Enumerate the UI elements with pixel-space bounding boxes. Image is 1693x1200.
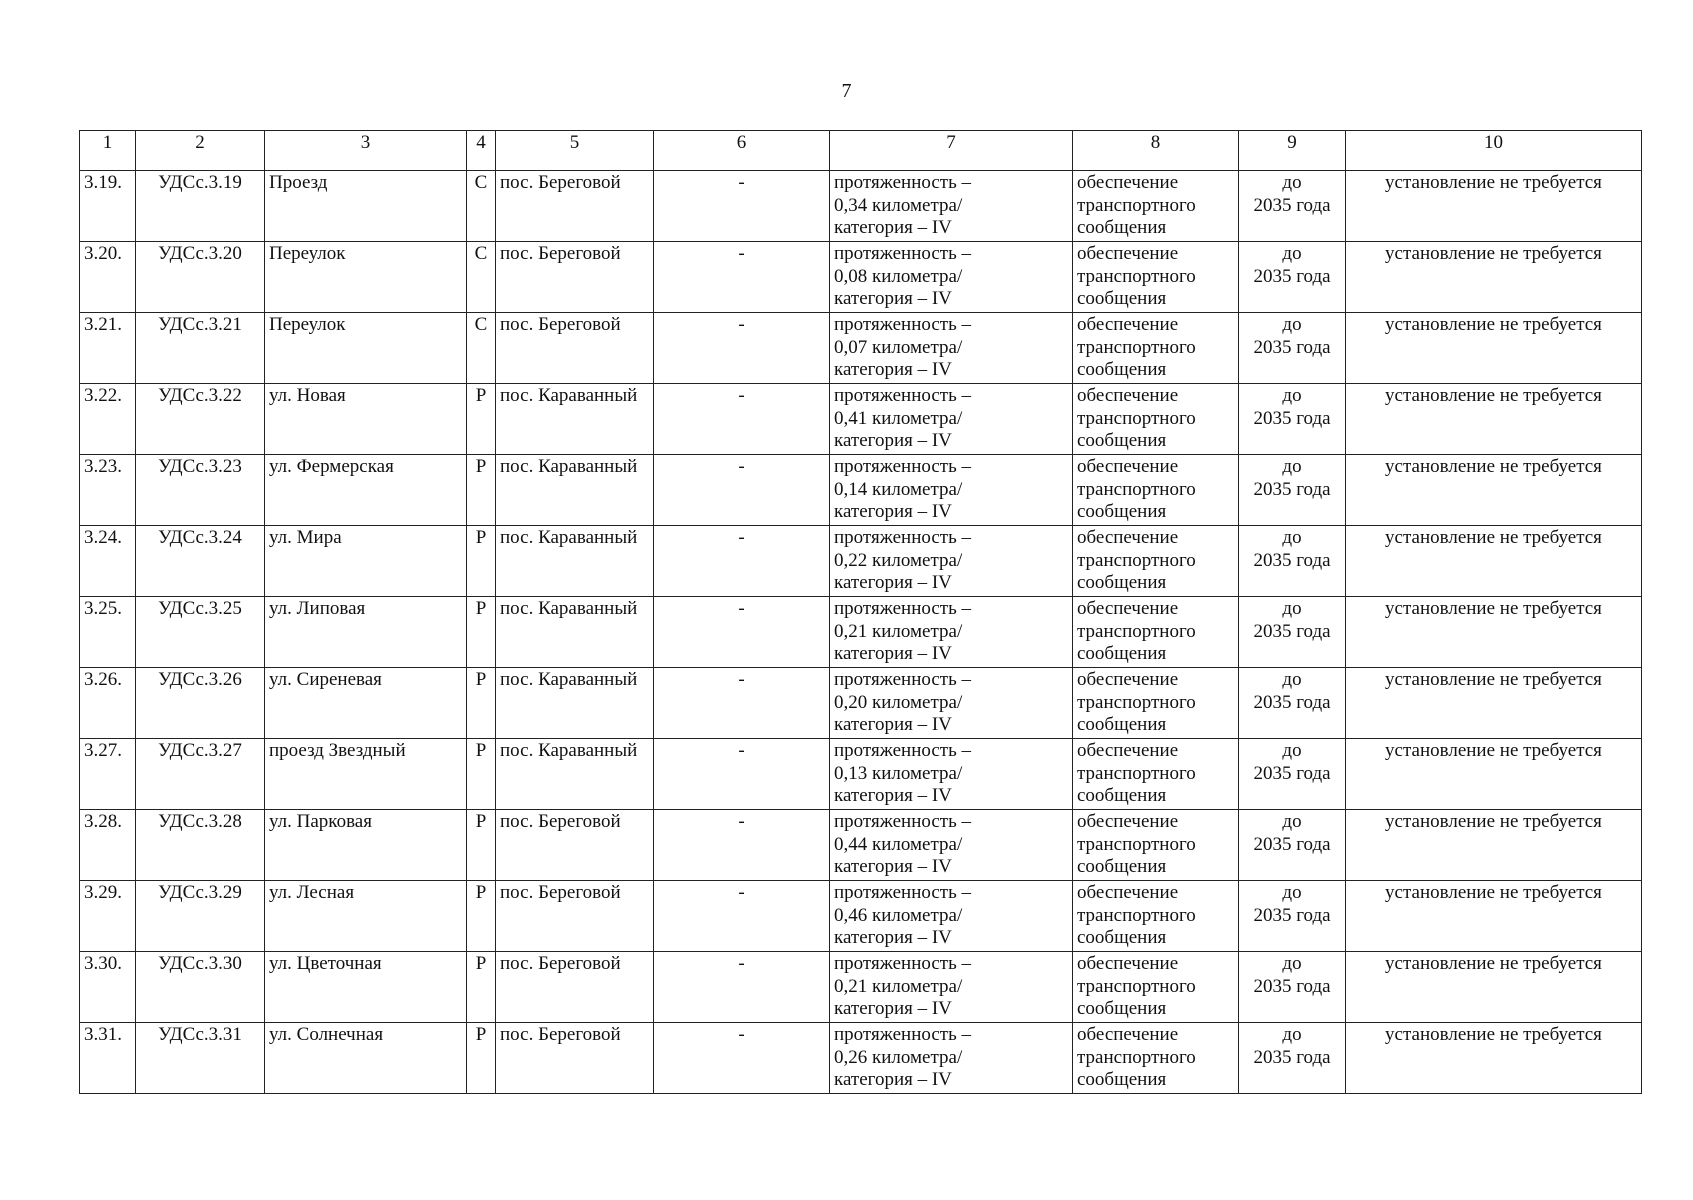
protection-zone: установление не требуется <box>1346 171 1642 242</box>
location: пос. Береговой <box>496 810 654 881</box>
empty-value: - <box>654 597 830 668</box>
row-number: 3.24. <box>80 526 136 597</box>
object-name: ул. Липовая <box>265 597 467 668</box>
deadline-line: 2035 года <box>1253 549 1331 571</box>
deadline <box>1239 810 1346 881</box>
deadline-line: 2035 года <box>1253 975 1331 997</box>
purpose <box>1073 668 1239 739</box>
table-row <box>80 384 1642 455</box>
parameters-line: категория – IV <box>834 1069 952 1090</box>
parameters-line: 0,14 километра/ <box>834 478 963 500</box>
parameters-line: протяженность – <box>834 953 971 974</box>
purpose-line: транспортного <box>1077 691 1196 713</box>
object-name: ул. Мира <box>265 526 467 597</box>
purpose-line: сообщения <box>1077 714 1167 735</box>
deadline <box>1239 384 1346 455</box>
row-number: 3.28. <box>80 810 136 881</box>
header-cell: 6 <box>654 131 830 171</box>
deadline-line: до <box>1282 527 1302 548</box>
table-row <box>80 171 1642 242</box>
purpose <box>1073 597 1239 668</box>
purpose-line: транспортного <box>1077 904 1196 926</box>
deadline-line: 2035 года <box>1253 620 1331 642</box>
purpose-line: сообщения <box>1077 501 1167 522</box>
parameters-line: категория – IV <box>834 359 952 380</box>
location: пос. Караванный <box>496 739 654 810</box>
location: пос. Береговой <box>496 242 654 313</box>
deadline-line: 2035 года <box>1253 833 1331 855</box>
parameters-line: 0,07 километра/ <box>834 336 963 358</box>
purpose-line: обеспечение <box>1077 740 1179 761</box>
empty-value: - <box>654 384 830 455</box>
deadline-line: 2035 года <box>1253 762 1331 784</box>
deadline-line: до <box>1282 669 1302 690</box>
parameters <box>830 668 1073 739</box>
purpose <box>1073 952 1239 1023</box>
purpose <box>1073 384 1239 455</box>
parameters <box>830 952 1073 1023</box>
protection-zone: установление не требуется <box>1346 810 1642 881</box>
purpose-line: обеспечение <box>1077 243 1179 264</box>
object-status: Р <box>467 597 496 668</box>
purpose-line: сообщения <box>1077 217 1167 238</box>
object-name: ул. Парковая <box>265 810 467 881</box>
purpose <box>1073 313 1239 384</box>
parameters-line: протяженность – <box>834 314 971 335</box>
parameters-line: категория – IV <box>834 785 952 806</box>
empty-value: - <box>654 881 830 952</box>
protection-zone: установление не требуется <box>1346 668 1642 739</box>
purpose-line: транспортного <box>1077 975 1196 997</box>
row-number: 3.30. <box>80 952 136 1023</box>
table-row <box>80 952 1642 1023</box>
header-cell: 2 <box>136 131 265 171</box>
protection-zone: установление не требуется <box>1346 739 1642 810</box>
object-code: УДСс.3.22 <box>136 384 265 455</box>
deadline-line: 2035 года <box>1253 194 1331 216</box>
parameters <box>830 242 1073 313</box>
deadline <box>1239 242 1346 313</box>
purpose-line: обеспечение <box>1077 385 1179 406</box>
table-row <box>80 526 1642 597</box>
deadline <box>1239 455 1346 526</box>
purpose-line: транспортного <box>1077 478 1196 500</box>
object-status: С <box>467 242 496 313</box>
object-code: УДСс.3.30 <box>136 952 265 1023</box>
row-number: 3.31. <box>80 1023 136 1094</box>
purpose-line: транспортного <box>1077 194 1196 216</box>
table-row <box>80 739 1642 810</box>
deadline-line: до <box>1282 740 1302 761</box>
location: пос. Караванный <box>496 455 654 526</box>
deadline-line: до <box>1282 314 1302 335</box>
object-name: ул. Новая <box>265 384 467 455</box>
purpose <box>1073 739 1239 810</box>
parameters-line: протяженность – <box>834 882 971 903</box>
object-status: Р <box>467 810 496 881</box>
empty-value: - <box>654 952 830 1023</box>
purpose-line: сообщения <box>1077 1069 1167 1090</box>
parameters-line: 0,13 километра/ <box>834 762 963 784</box>
parameters-line: 0,34 километра/ <box>834 194 963 216</box>
header-cell: 4 <box>467 131 496 171</box>
deadline <box>1239 739 1346 810</box>
deadline-line: до <box>1282 1024 1302 1045</box>
parameters-line: категория – IV <box>834 927 952 948</box>
object-status: Р <box>467 739 496 810</box>
object-status: Р <box>467 952 496 1023</box>
deadline <box>1239 313 1346 384</box>
parameters-line: 0,21 километра/ <box>834 620 963 642</box>
object-name: проезд Звездный <box>265 739 467 810</box>
purpose-line: обеспечение <box>1077 882 1179 903</box>
header-cell: 9 <box>1239 131 1346 171</box>
protection-zone: установление не требуется <box>1346 526 1642 597</box>
purpose-line: обеспечение <box>1077 669 1179 690</box>
purpose-line: транспортного <box>1077 620 1196 642</box>
purpose-line: транспортного <box>1077 1046 1196 1068</box>
parameters-line: 0,21 километра/ <box>834 975 963 997</box>
parameters-line: протяженность – <box>834 598 971 619</box>
parameters <box>830 597 1073 668</box>
parameters-line: 0,46 километра/ <box>834 904 963 926</box>
protection-zone: установление не требуется <box>1346 384 1642 455</box>
deadline <box>1239 171 1346 242</box>
header-cell: 8 <box>1073 131 1239 171</box>
table-row <box>80 1023 1642 1094</box>
table-row <box>80 881 1642 952</box>
parameters-line: протяженность – <box>834 172 971 193</box>
header-row <box>80 131 1642 171</box>
purpose <box>1073 455 1239 526</box>
parameters <box>830 455 1073 526</box>
parameters-line: категория – IV <box>834 217 952 238</box>
purpose-line: обеспечение <box>1077 953 1179 974</box>
purpose-line: обеспечение <box>1077 811 1179 832</box>
purpose-line: сообщения <box>1077 856 1167 877</box>
parameters-line: протяженность – <box>834 669 971 690</box>
row-number: 3.26. <box>80 668 136 739</box>
parameters-line: 0,22 километра/ <box>834 549 963 571</box>
deadline <box>1239 597 1346 668</box>
parameters-line: категория – IV <box>834 501 952 522</box>
object-code: УДСс.3.19 <box>136 171 265 242</box>
purpose-line: сообщения <box>1077 998 1167 1019</box>
object-name: ул. Лесная <box>265 881 467 952</box>
object-name: Переулок <box>265 242 467 313</box>
purpose-line: сообщения <box>1077 643 1167 664</box>
table-body <box>80 171 1642 1094</box>
object-name: ул. Цветочная <box>265 952 467 1023</box>
object-code: УДСс.3.21 <box>136 313 265 384</box>
purpose-line: сообщения <box>1077 572 1167 593</box>
purpose-line: сообщения <box>1077 927 1167 948</box>
header-cell: 7 <box>830 131 1073 171</box>
header-cell: 1 <box>80 131 136 171</box>
object-status: Р <box>467 668 496 739</box>
protection-zone: установление не требуется <box>1346 1023 1642 1094</box>
parameters-line: протяженность – <box>834 456 971 477</box>
empty-value: - <box>654 739 830 810</box>
empty-value: - <box>654 1023 830 1094</box>
object-code: УДСс.3.24 <box>136 526 265 597</box>
object-code: УДСс.3.25 <box>136 597 265 668</box>
location: пос. Караванный <box>496 668 654 739</box>
empty-value: - <box>654 455 830 526</box>
object-status: Р <box>467 881 496 952</box>
deadline <box>1239 1023 1346 1094</box>
object-name: ул. Сиреневая <box>265 668 467 739</box>
purpose-line: сообщения <box>1077 430 1167 451</box>
deadline <box>1239 668 1346 739</box>
protection-zone: установление не требуется <box>1346 242 1642 313</box>
purpose-line: сообщения <box>1077 359 1167 380</box>
parameters-line: категория – IV <box>834 288 952 309</box>
location: пос. Береговой <box>496 881 654 952</box>
parameters-line: категория – IV <box>834 714 952 735</box>
parameters-line: протяженность – <box>834 740 971 761</box>
deadline-line: 2035 года <box>1253 904 1331 926</box>
parameters-line: 0,26 километра/ <box>834 1046 963 1068</box>
purpose-line: транспортного <box>1077 265 1196 287</box>
deadline-line: до <box>1282 882 1302 903</box>
parameters-line: категория – IV <box>834 856 952 877</box>
object-code: УДСс.3.26 <box>136 668 265 739</box>
purpose <box>1073 171 1239 242</box>
deadline-line: 2035 года <box>1253 478 1331 500</box>
purpose <box>1073 881 1239 952</box>
protection-zone: установление не требуется <box>1346 597 1642 668</box>
location: пос. Караванный <box>496 526 654 597</box>
parameters-line: протяженность – <box>834 1024 971 1045</box>
parameters <box>830 739 1073 810</box>
location: пос. Береговой <box>496 1023 654 1094</box>
location: пос. Караванный <box>496 384 654 455</box>
table-row <box>80 242 1642 313</box>
row-number: 3.27. <box>80 739 136 810</box>
deadline-line: 2035 года <box>1253 265 1331 287</box>
object-code: УДСс.3.29 <box>136 881 265 952</box>
header-cell: 10 <box>1346 131 1642 171</box>
empty-value: - <box>654 242 830 313</box>
row-number: 3.22. <box>80 384 136 455</box>
empty-value: - <box>654 171 830 242</box>
parameters <box>830 881 1073 952</box>
deadline-line: до <box>1282 243 1302 264</box>
parameters-line: категория – IV <box>834 643 952 664</box>
table-row <box>80 810 1642 881</box>
empty-value: - <box>654 313 830 384</box>
object-status: С <box>467 171 496 242</box>
location: пос. Караванный <box>496 597 654 668</box>
deadline <box>1239 526 1346 597</box>
parameters-line: 0,20 километра/ <box>834 691 963 713</box>
parameters-line: протяженность – <box>834 385 971 406</box>
row-number: 3.25. <box>80 597 136 668</box>
object-code: УДСс.3.31 <box>136 1023 265 1094</box>
protection-zone: установление не требуется <box>1346 455 1642 526</box>
table-row <box>80 455 1642 526</box>
purpose-line: обеспечение <box>1077 172 1179 193</box>
deadline-line: до <box>1282 385 1302 406</box>
deadline <box>1239 881 1346 952</box>
table-row <box>80 313 1642 384</box>
purpose-line: транспортного <box>1077 407 1196 429</box>
location: пос. Береговой <box>496 313 654 384</box>
object-name: Проезд <box>265 171 467 242</box>
location: пос. Береговой <box>496 952 654 1023</box>
object-status: Р <box>467 455 496 526</box>
parameters-line: 0,41 километра/ <box>834 407 963 429</box>
purpose-line: обеспечение <box>1077 456 1179 477</box>
object-code: УДСс.3.28 <box>136 810 265 881</box>
empty-value: - <box>654 668 830 739</box>
object-name: ул. Фермерская <box>265 455 467 526</box>
parameters-line: протяженность – <box>834 243 971 264</box>
object-status: Р <box>467 526 496 597</box>
protection-zone: установление не требуется <box>1346 313 1642 384</box>
parameters-line: протяженность – <box>834 527 971 548</box>
parameters <box>830 526 1073 597</box>
parameters <box>830 1023 1073 1094</box>
table-row <box>80 668 1642 739</box>
row-number: 3.23. <box>80 455 136 526</box>
deadline <box>1239 952 1346 1023</box>
deadline-line: до <box>1282 456 1302 477</box>
object-status: С <box>467 313 496 384</box>
parameters <box>830 810 1073 881</box>
deadline-line: до <box>1282 172 1302 193</box>
purpose-line: транспортного <box>1077 833 1196 855</box>
empty-value: - <box>654 526 830 597</box>
location: пос. Береговой <box>496 171 654 242</box>
empty-value: - <box>654 810 830 881</box>
parameters-line: 0,08 километра/ <box>834 265 963 287</box>
table-row <box>80 597 1642 668</box>
purpose-line: транспортного <box>1077 336 1196 358</box>
deadline-line: до <box>1282 953 1302 974</box>
header-cell: 3 <box>265 131 467 171</box>
header-cell: 5 <box>496 131 654 171</box>
row-number: 3.19. <box>80 171 136 242</box>
parameters-line: протяженность – <box>834 811 971 832</box>
road-objects-table <box>79 130 1642 1094</box>
parameters-line: категория – IV <box>834 572 952 593</box>
parameters <box>830 384 1073 455</box>
object-name: ул. Солнечная <box>265 1023 467 1094</box>
purpose-line: сообщения <box>1077 785 1167 806</box>
row-number: 3.29. <box>80 881 136 952</box>
purpose-line: сообщения <box>1077 288 1167 309</box>
deadline-line: до <box>1282 598 1302 619</box>
purpose-line: обеспечение <box>1077 1024 1179 1045</box>
deadline-line: 2035 года <box>1253 336 1331 358</box>
deadline-line: до <box>1282 811 1302 832</box>
protection-zone: установление не требуется <box>1346 952 1642 1023</box>
parameters-line: категория – IV <box>834 998 952 1019</box>
deadline-line: 2035 года <box>1253 691 1331 713</box>
purpose-line: обеспечение <box>1077 527 1179 548</box>
object-code: УДСс.3.20 <box>136 242 265 313</box>
parameters-line: категория – IV <box>834 430 952 451</box>
purpose-line: обеспечение <box>1077 314 1179 335</box>
row-number: 3.21. <box>80 313 136 384</box>
purpose <box>1073 526 1239 597</box>
deadline-line: 2035 года <box>1253 407 1331 429</box>
purpose-line: транспортного <box>1077 549 1196 571</box>
object-code: УДСс.3.27 <box>136 739 265 810</box>
purpose-line: обеспечение <box>1077 598 1179 619</box>
deadline-line: 2035 года <box>1253 1046 1331 1068</box>
purpose <box>1073 810 1239 881</box>
purpose-line: транспортного <box>1077 762 1196 784</box>
purpose <box>1073 1023 1239 1094</box>
parameters-line: 0,44 километра/ <box>834 833 963 855</box>
object-code: УДСс.3.23 <box>136 455 265 526</box>
row-number: 3.20. <box>80 242 136 313</box>
object-status: Р <box>467 1023 496 1094</box>
object-status: Р <box>467 384 496 455</box>
parameters <box>830 171 1073 242</box>
purpose <box>1073 242 1239 313</box>
protection-zone: установление не требуется <box>1346 881 1642 952</box>
page-number: 7 <box>841 80 852 102</box>
parameters <box>830 313 1073 384</box>
object-name: Переулок <box>265 313 467 384</box>
